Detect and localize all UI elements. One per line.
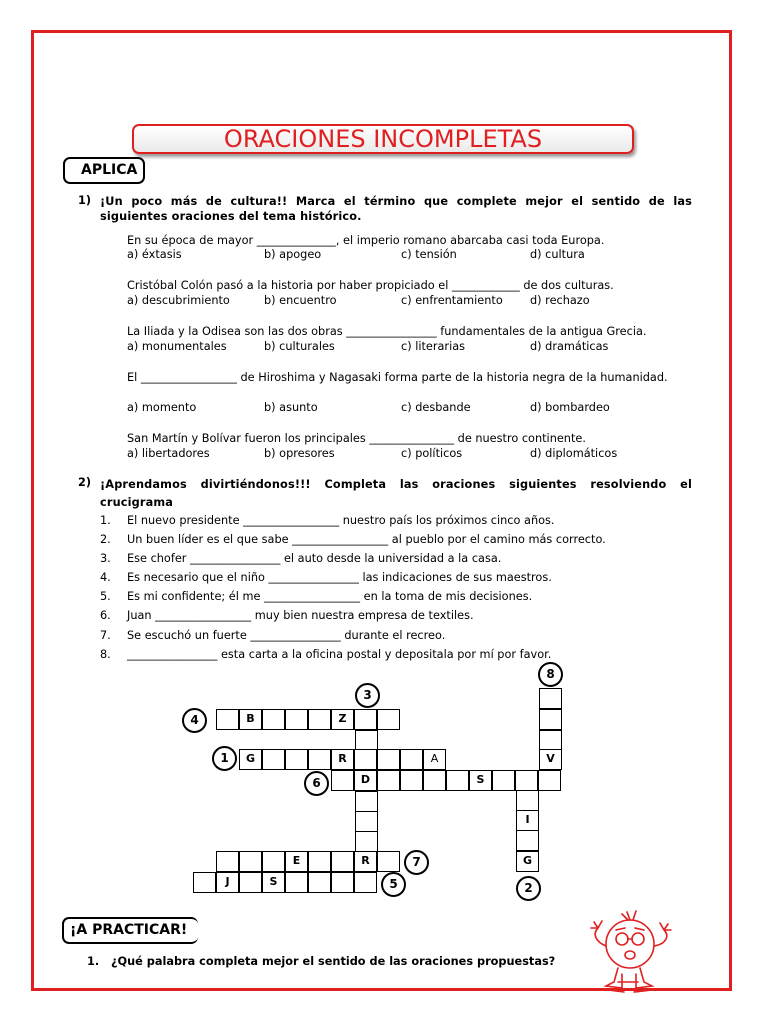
crossword-cell[interactable] bbox=[515, 770, 538, 791]
clue-item: 5. Es mi confidente; él me _________________ en la toma de mis decisiones. bbox=[100, 590, 533, 603]
option[interactable]: a) monumentales bbox=[127, 340, 227, 353]
crossword-cell[interactable]: B bbox=[239, 709, 262, 730]
crossword-cell[interactable] bbox=[354, 872, 377, 893]
clue-number-5: 5 bbox=[381, 872, 406, 897]
option[interactable]: c) enfrentamiento bbox=[401, 294, 503, 307]
option[interactable]: d) bombardeo bbox=[530, 401, 610, 414]
option[interactable]: b) encuentro bbox=[264, 294, 337, 307]
crossword-cell[interactable] bbox=[492, 770, 515, 791]
crossword-cell[interactable] bbox=[538, 770, 561, 791]
question-text: En su época de mayor ______________, el imperio romano abarcaba casi toda Europa. bbox=[127, 234, 605, 247]
option[interactable]: b) asunto bbox=[264, 401, 318, 414]
crossword-cell[interactable] bbox=[216, 851, 239, 872]
crossword-cell[interactable] bbox=[262, 709, 285, 730]
section2-instruction: ¡Aprendamos divirtiéndonos!!! Completa las oraciones siguientes resolviendo el crucigrama bbox=[100, 478, 692, 509]
crossword-cell[interactable]: S bbox=[469, 770, 492, 791]
question-text: Cristóbal Colón pasó a la historia por haber propiciado el ____________ de dos culturas. bbox=[127, 279, 614, 292]
crossword-cell[interactable]: G bbox=[239, 749, 262, 770]
clue-item: 8. ________________ esta carta a la oficina postal y depositala por mí por favor. bbox=[100, 648, 552, 661]
section1-number: 1) bbox=[78, 194, 92, 207]
crossword-cell[interactable] bbox=[308, 872, 331, 893]
crossword-cell[interactable] bbox=[308, 749, 331, 770]
option[interactable]: d) dramáticas bbox=[530, 340, 609, 353]
crossword-cell[interactable] bbox=[239, 851, 262, 872]
option[interactable]: c) literarias bbox=[401, 340, 466, 353]
option[interactable]: b) opresores bbox=[264, 447, 335, 460]
option[interactable]: d) cultura bbox=[530, 248, 585, 261]
clue-number-4: 4 bbox=[182, 708, 207, 733]
option[interactable]: c) tensión bbox=[401, 248, 457, 261]
crossword-cell[interactable] bbox=[423, 770, 446, 791]
crossword-cell[interactable] bbox=[331, 770, 354, 791]
question-text: La Iliada y la Odisea son las dos obras ________________ fundamentales de la antigua Grecia. bbox=[127, 325, 647, 338]
practice-question-1: 1. ¿Qué palabra completa mejor el sentido de las oraciones propuestas? bbox=[87, 955, 556, 968]
crossword-cell[interactable] bbox=[262, 749, 285, 770]
clue-item: 3. Ese chofer ________________ el auto desde la universidad a la casa. bbox=[100, 552, 502, 565]
crossword-cell[interactable] bbox=[516, 830, 539, 851]
clue-number-8: 8 bbox=[538, 662, 563, 687]
option[interactable]: a) descubrimiento bbox=[127, 294, 230, 307]
page-title: ORACIONES INCOMPLETAS bbox=[132, 124, 634, 154]
crossword-cell[interactable] bbox=[308, 709, 331, 730]
crossword-cell[interactable]: D bbox=[354, 770, 377, 791]
crossword-cell[interactable] bbox=[331, 872, 354, 893]
crossword-cell[interactable] bbox=[308, 851, 331, 872]
option[interactable]: d) rechazo bbox=[530, 294, 590, 307]
clue-item: 6. Juan _________________ muy bien nuestra empresa de textiles. bbox=[100, 609, 474, 622]
crossword-cell[interactable]: Z bbox=[331, 709, 354, 730]
crossword-cell[interactable]: S bbox=[262, 872, 285, 893]
question-text: San Martín y Bolívar fueron los principales _______________ de nuestro continente. bbox=[127, 432, 586, 445]
crossword-cell[interactable] bbox=[193, 872, 216, 893]
crossword-cell[interactable] bbox=[331, 851, 354, 872]
option[interactable]: c) desbande bbox=[401, 401, 471, 414]
crossword-cell[interactable] bbox=[446, 770, 469, 791]
clue-number-1: 1 bbox=[212, 746, 237, 771]
crossword-cell[interactable] bbox=[354, 749, 377, 770]
crossword-cell[interactable] bbox=[377, 749, 400, 770]
crossword-cell[interactable]: R bbox=[331, 749, 354, 770]
crossword-cell[interactable] bbox=[539, 688, 562, 709]
crossword-cell[interactable]: V bbox=[539, 749, 562, 770]
aplica-label: APLICA bbox=[63, 157, 145, 184]
crossword-cell[interactable] bbox=[239, 872, 262, 893]
option[interactable]: a) momento bbox=[127, 401, 197, 414]
option[interactable]: b) apogeo bbox=[264, 248, 322, 261]
clue-item: 1. El nuevo presidente _________________ nuestro país los próximos cinco años. bbox=[100, 514, 555, 527]
clue-number-6: 6 bbox=[304, 771, 329, 796]
option[interactable]: b) culturales bbox=[264, 340, 335, 353]
clue-number-3: 3 bbox=[355, 683, 380, 708]
crossword-cell[interactable] bbox=[285, 709, 308, 730]
clue-item: 4. Es necesario que el niño ________________ las indicaciones de sus maestros. bbox=[100, 571, 552, 584]
crossword-cell[interactable] bbox=[355, 831, 378, 852]
crossword-cell[interactable] bbox=[262, 851, 285, 872]
question-text: El _________________ de Hiroshima y Nagasaki forma parte de la historia negra de la humanidad. bbox=[127, 371, 668, 384]
clue-item: 7. Se escuchó un fuerte ________________ durante el recreo. bbox=[100, 629, 446, 642]
crossword-cell[interactable] bbox=[354, 709, 377, 730]
crossword-cell[interactable] bbox=[377, 770, 400, 791]
clue-item: 2. Un buen líder es el que sabe _________________ al pueblo por el camino más correcto. bbox=[100, 533, 606, 546]
crossword-cell[interactable]: J bbox=[216, 872, 239, 893]
crossword-cell[interactable] bbox=[400, 749, 423, 770]
practicar-label: ¡A PRACTICAR! bbox=[62, 917, 198, 944]
crossword-cell[interactable] bbox=[216, 709, 239, 730]
thinking-mascot-icon bbox=[578, 906, 688, 996]
crossword-cell[interactable] bbox=[539, 730, 562, 751]
crossword-cell[interactable] bbox=[355, 791, 378, 812]
option[interactable]: d) diplomáticos bbox=[530, 447, 618, 460]
clue-number-2: 2 bbox=[516, 876, 541, 901]
crossword-cell[interactable]: E bbox=[285, 851, 308, 872]
crossword-cell[interactable] bbox=[539, 709, 562, 730]
option[interactable]: a) libertadores bbox=[127, 447, 210, 460]
crossword-cell[interactable]: A bbox=[423, 749, 446, 770]
crossword-cell[interactable]: G bbox=[516, 851, 539, 872]
crossword-cell[interactable]: R bbox=[354, 851, 377, 872]
crossword-cell[interactable]: I bbox=[516, 810, 539, 831]
option[interactable]: c) políticos bbox=[401, 447, 463, 460]
crossword-cell[interactable] bbox=[355, 811, 378, 832]
crossword-cell[interactable] bbox=[355, 730, 378, 751]
crossword-cell[interactable] bbox=[377, 851, 400, 872]
option[interactable]: a) éxtasis bbox=[127, 248, 182, 261]
section1-instruction: ¡Un poco más de cultura!! Marca el término que complete mejor el sentido de las siguientes oraciones del tema histórico. bbox=[100, 195, 692, 223]
crossword-cell[interactable] bbox=[377, 709, 400, 730]
crossword-cell[interactable] bbox=[400, 770, 423, 791]
clue-number-7: 7 bbox=[404, 850, 429, 875]
crossword-cell[interactable] bbox=[516, 790, 539, 811]
section2-number: 2) bbox=[78, 476, 92, 489]
crossword-cell[interactable] bbox=[285, 872, 308, 893]
crossword-cell[interactable] bbox=[285, 749, 308, 770]
